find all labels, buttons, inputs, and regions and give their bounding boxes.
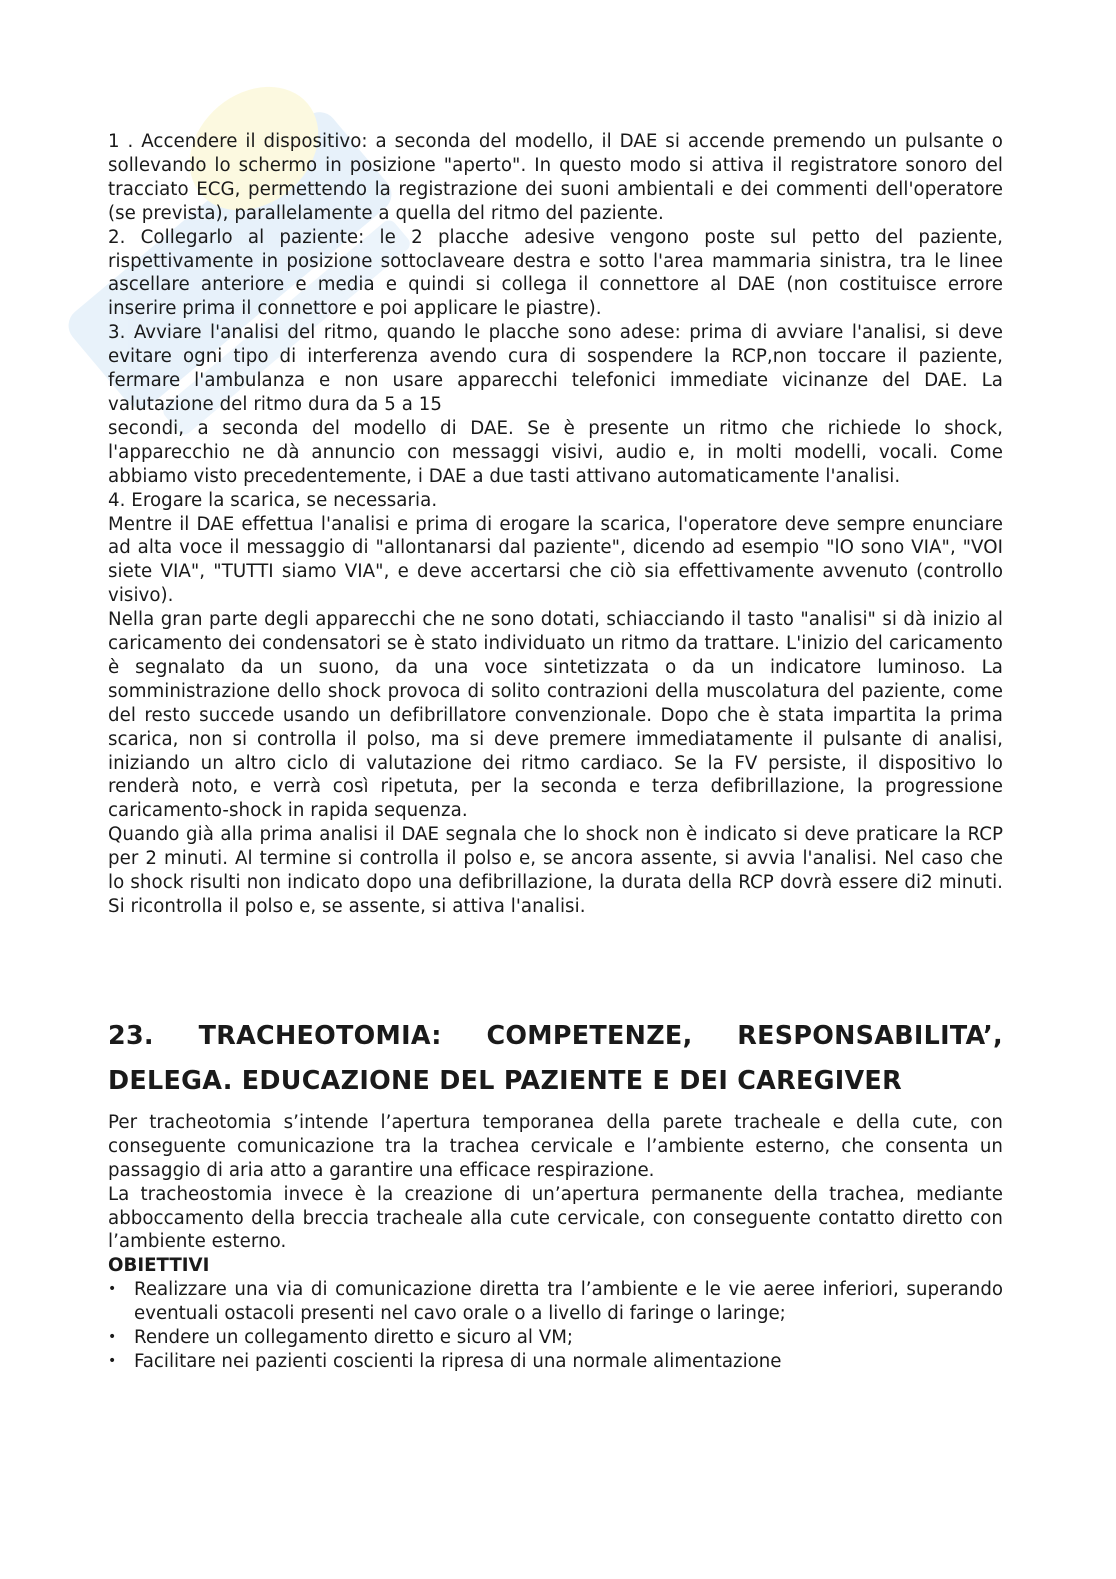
- paragraph-step-2: 2. Collegarlo al paziente: le 2 placche adesive vengono poste sul petto del paziente, rispettivamente in posizione sottoclaveare destra e sotto l'area mammaria sinistra, tra le linee ascellare anteriore e media e quindi si collega il connettore al DAE (non costituisce errore inserire prima il connettore e poi applicare le piastre).: [108, 226, 1003, 320]
- paragraph-definition-tracheostomia: La tracheostomia invece è la creazione di un’apertura permanente della trachea, mediante abboccamento della breccia tracheale alla cute cervicale, con conseguente contatto diretto con l’ambiente esterno.: [108, 1183, 1003, 1253]
- list-item: • Facilitare nei pazienti coscienti la ripresa di una normale alimentazione: [108, 1350, 782, 1372]
- paragraph-warning: Mentre il DAE effettua l'analisi e prima di erogare la scarica, l'operatore deve sempre enunciare ad alta voce il messaggio di "allontanarsi dal paziente", dicendo ad esempio "lO sono VIA", "VOI siete VIA", "TUTTI siamo VIA", e deve accertarsi che ciò sia effettivamente avvenuto (controllo visivo).: [108, 513, 1003, 607]
- objectives-list: [108, 1278, 1003, 1374]
- objectives-label: OBIETTIVI: [108, 1255, 210, 1277]
- bullet-icon: •: [108, 1352, 117, 1369]
- paragraph-no-shock: Quando già alla prima analisi il DAE segnala che lo shock non è indicato si deve praticare la RCP per 2 minuti. Al termine si controlla il polso e, se ancora assente, si avvia l'analisi. Nel caso che lo shock risulti non indicato dopo una defibrillazione, la durata della RCP dovrà essere di2 minuti. Si ricontrolla il polso e, se assente, si attiva l'analisi.: [108, 824, 1003, 917]
- paragraph-step-4: 4. Erogare la scarica, se necessaria.: [108, 489, 438, 511]
- list-item: • Rendere un collegamento diretto e sicuro al VM;: [108, 1327, 574, 1349]
- document-body: [108, 130, 1003, 1374]
- bullet-icon: •: [108, 1281, 117, 1298]
- paragraph-charging: Nella gran parte degli apparecchi che ne sono dotati, schiacciando il tasto "analisi" si dà inizio al caricamento dei condensatori se è stato individuato un ritmo da trattare. L'inizio del caricamento è segnalato da un suono, da una voce sintetizzata o da un indicatore luminoso. La somministrazione dello shock provoca di solito contrazioni della muscolatura del paziente, come del resto succede usando un defibrillatore convenzionale. Dopo che è stata impartita la prima scarica, non si controlla il polso, ma si deve premere immediatamente il pulsante di analisi, iniziando un altro ciclo di valutazione dei ritmo cardiaco. Se la FV persiste, il dispositivo lo renderà noto, e verrà così ripetuta, per la seconda e terza defibrillazione, la progressione caricamento-shock in rapida sequenza.: [108, 609, 1003, 822]
- list-item: • Realizzare una via di comunicazione diretta tra l’ambiente e le vie aeree inferiori, superando eventuali ostacoli presenti nel cavo orale o a livello di faringe o laringe;: [108, 1279, 1003, 1325]
- paragraph-definition-tracheotomia: Per tracheotomia s’intende l’apertura temporanea della parete tracheale e della cute, con conseguente comunicazione tra la trachea cervicale e l’ambiente esterno, che consenta un passaggio di aria atto a garantire una efficace respirazione.: [108, 1111, 1003, 1181]
- section-gap: [108, 919, 1003, 1013]
- paragraph-step-1: 1 . Accendere il dispositivo: a seconda del modello, il DAE si accende premendo un pulsante o sollevando lo schermo in posizione "aperto". In questo modo si attiva il registratore sonoro del tracciato ECG, permettendo la registrazione dei suoni ambientali e dei commenti dell'operatore (se prevista), parallelamente a quella del ritmo del paziente.: [108, 131, 1003, 224]
- bullet-icon: •: [108, 1329, 117, 1346]
- paragraph-step-3: 3. Avviare l'analisi del ritmo, quando le placche sono adese: prima di avviare l'analisi, si deve evitare ogni tipo di interferenza avendo cura di sospendere la RCP,non toccare il paziente, fermare l'ambulanza e non usare apparecchi telefonici immediate vicinanze del DAE. La valutazione del ritmo dura da 5 a 15: [108, 322, 1003, 415]
- paragraph-step-3-cont: secondi, a seconda del modello di DAE. Se è presente un ritmo che richiede lo shock, l'apparecchio ne dà annuncio con messaggi visivi, audio e, in molti modelli, vocali. Come abbiamo visto precedentemente, i DAE a due tasti attivano automaticamente l'analisi.: [108, 417, 1003, 487]
- section-heading: 23. TRACHEOTOMIA: COMPETENZE, RESPONSABILITA’, DELEGA. EDUCAZIONE DEL PAZIENTE E DEI CAREGIVER: [108, 1019, 1003, 1095]
